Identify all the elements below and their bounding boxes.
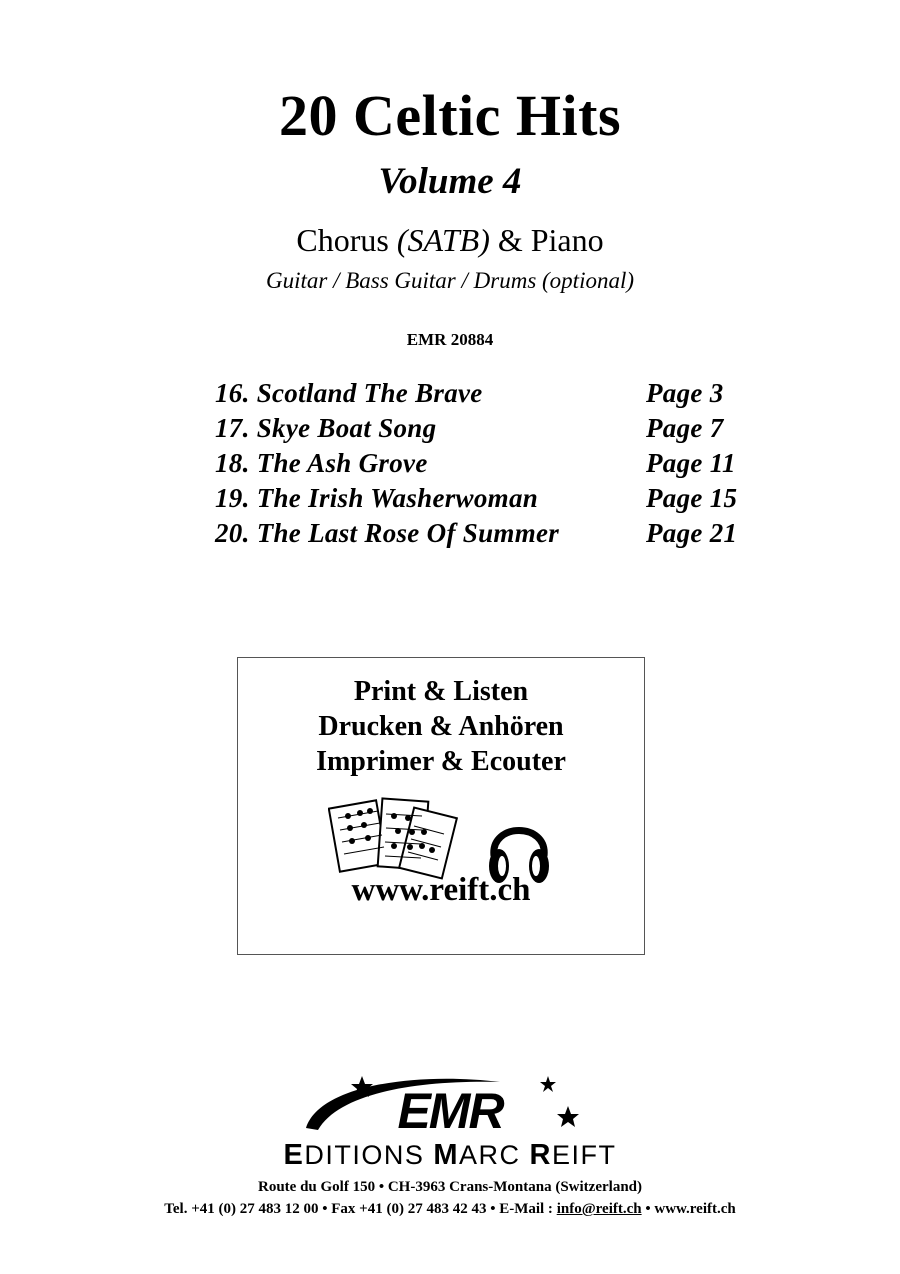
volume-label: Volume 4 (378, 161, 522, 202)
contents-item (215, 483, 775, 518)
contact-phone-fax: Tel. +41 (0) 27 483 12 00 • Fax +41 (0) 27 483 42 43 • E-Mail : (164, 1201, 557, 1217)
contents-item (215, 413, 775, 448)
emr-logo-text: EMR (397, 1083, 503, 1139)
contents-item (215, 448, 775, 483)
promo-url-link[interactable]: www.reift.ch (351, 872, 531, 908)
promo-line-en: Print & Listen (353, 676, 529, 707)
contents-item (215, 518, 775, 553)
contents-list (215, 378, 775, 553)
email-link[interactable]: info@reift.ch (556, 1201, 642, 1217)
contents-item-page: Page 11 (646, 448, 736, 478)
contents-item-page: Page 3 (646, 378, 724, 408)
contents-item-page: Page 21 (646, 518, 738, 548)
contents-item-page: Page 15 (646, 483, 738, 513)
publisher-address: Route du Golf 150 • CH-3963 Crans-Montana (Switzerland) (258, 1179, 642, 1195)
promo-line-de: Drucken & Anhören (318, 711, 564, 742)
contents-item-title: 17. Skye Boat Song (215, 413, 437, 443)
contents-item-title: 18. The Ash Grove (215, 448, 428, 478)
publisher-name: EDITIONS MARC REIFT (283, 1139, 617, 1171)
contents-item-title: 19. The Irish Washerwoman (215, 483, 539, 513)
scoring-prefix: Chorus (296, 222, 397, 258)
contents-item-title: 16. Scotland The Brave (215, 378, 483, 408)
contents-item-title: 20. The Last Rose Of Summer (215, 518, 560, 548)
promo-line-fr: Imprimer & Ecouter (316, 746, 566, 777)
scoring-voices: (SATB) (396, 222, 490, 258)
print-listen-box (237, 657, 645, 955)
contents-item-page: Page 7 (646, 413, 724, 443)
publisher-contact (0, 1201, 900, 1218)
optional-instruments: Guitar / Bass Guitar / Drums (optional) (265, 268, 635, 293)
scoring-suffix: & Piano (489, 222, 604, 258)
scoring-line (0, 222, 900, 259)
score-title: 20 Celtic Hits (278, 83, 622, 148)
emr-logo (300, 1070, 590, 1140)
contact-website: • www.reift.ch (641, 1201, 736, 1217)
contents-item (215, 378, 775, 413)
catalog-number: EMR 20884 (406, 330, 494, 349)
